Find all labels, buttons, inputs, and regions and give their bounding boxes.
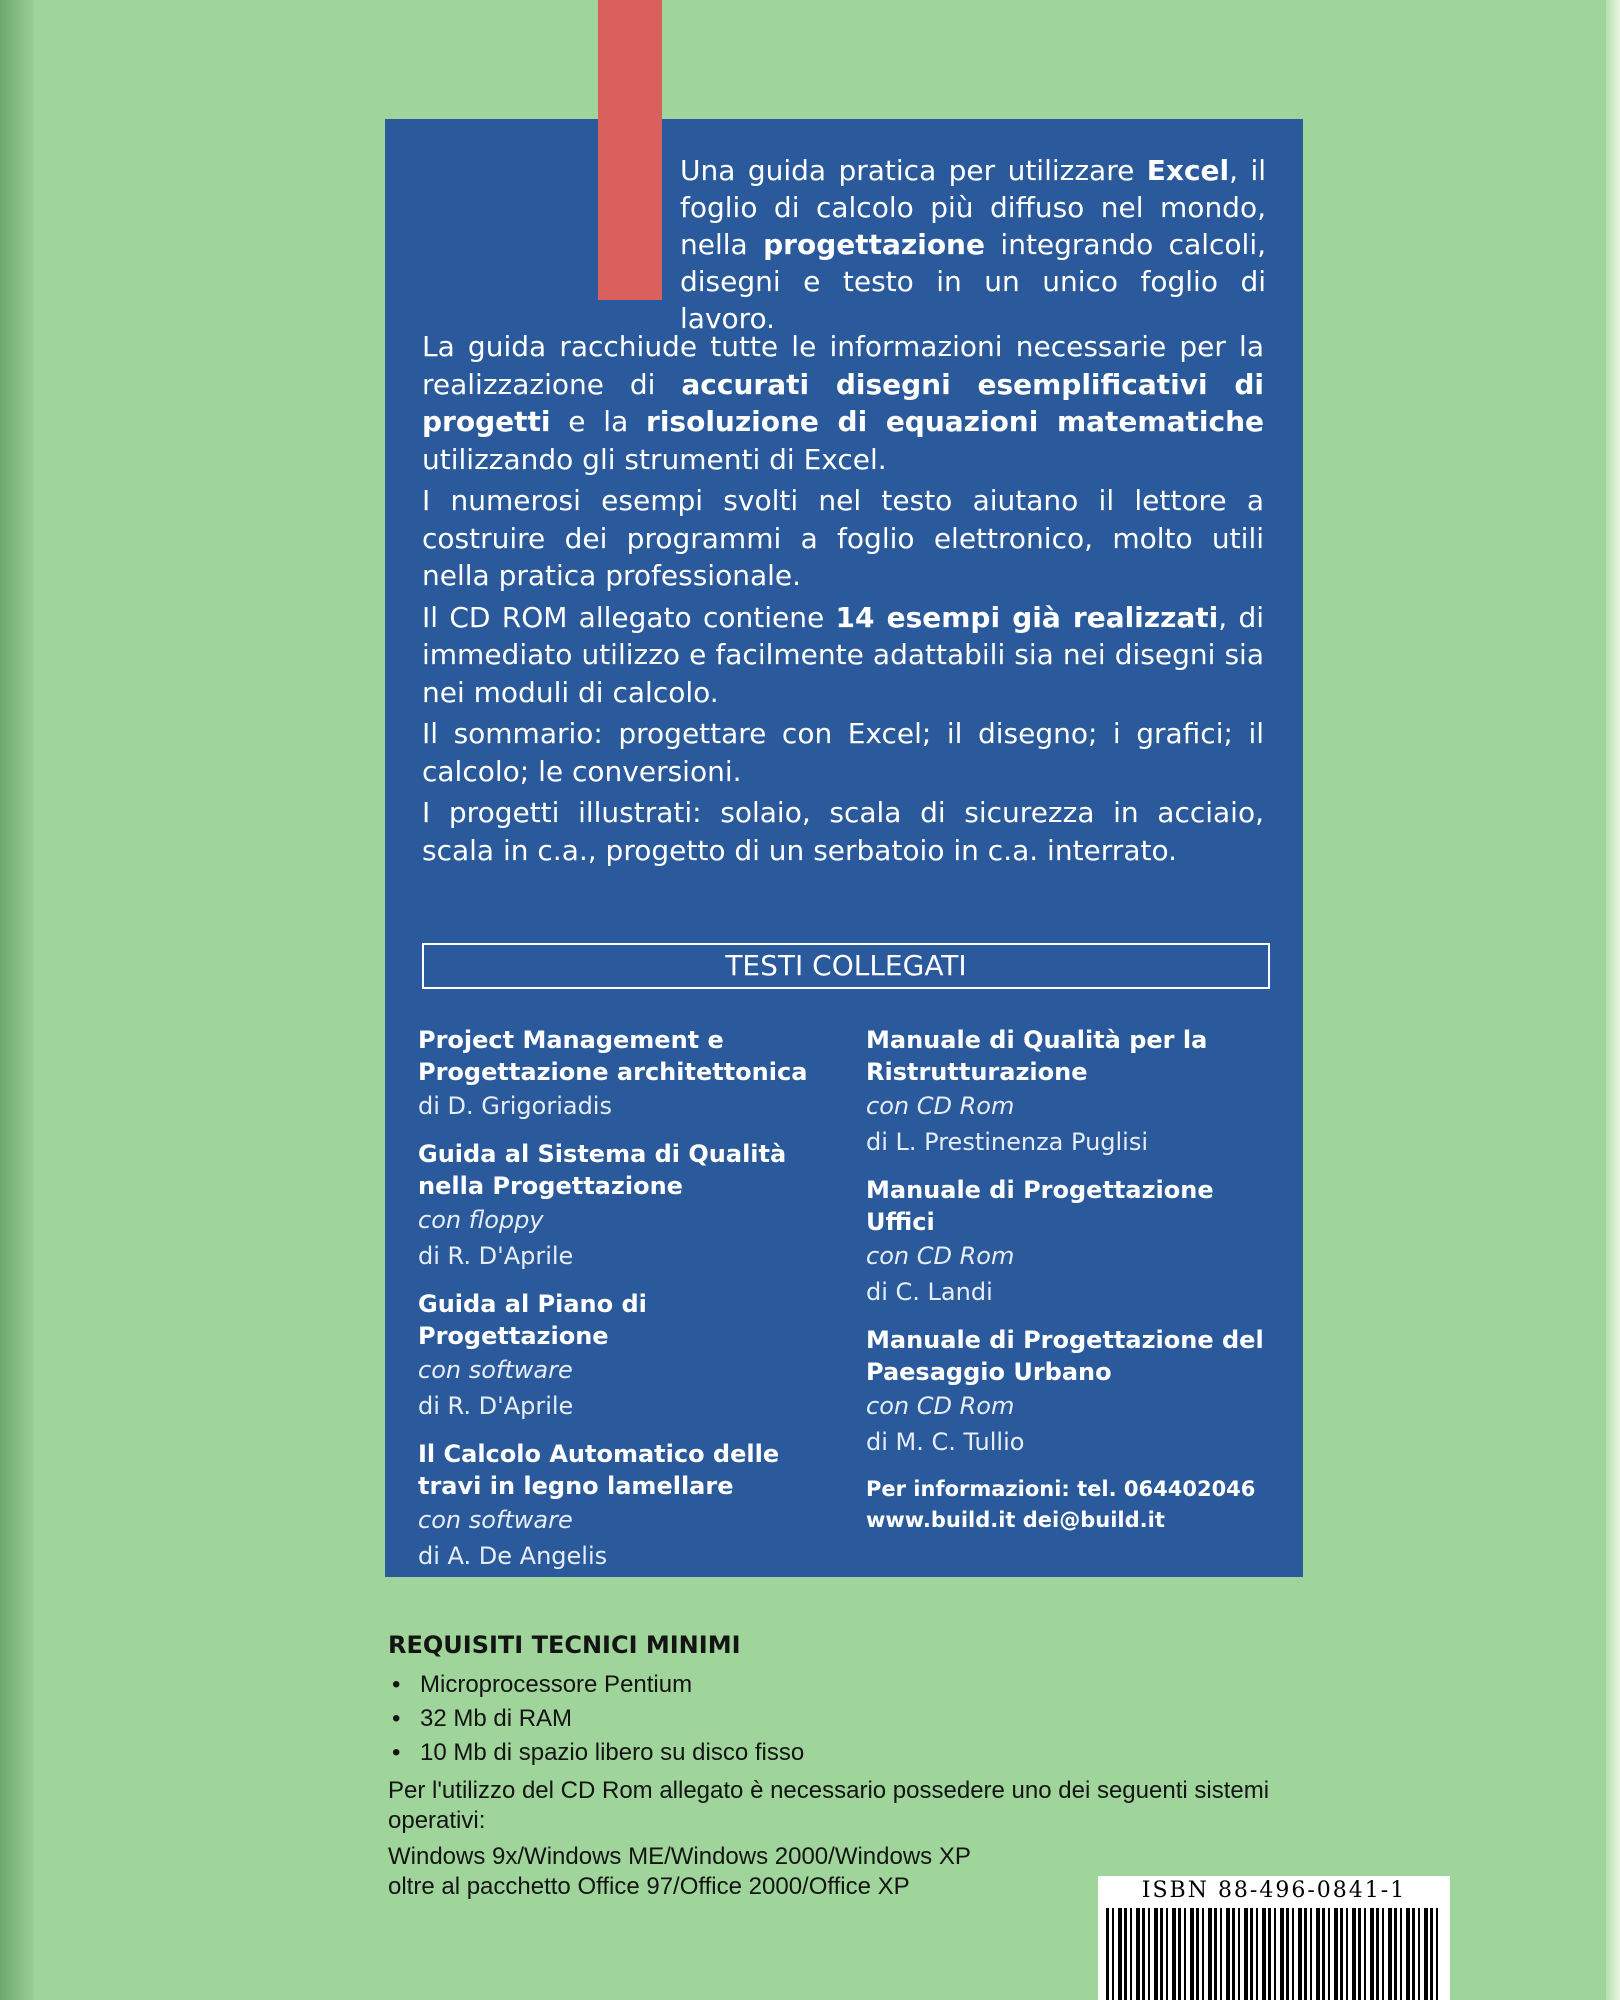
accent-bar [598, 0, 662, 300]
book-author: di A. De Angelis [418, 1542, 608, 1570]
barcode-icon [1106, 1908, 1442, 2000]
paragraph-1: La guida racchiude tutte le informazioni necessarie per la realizzazione di accurati disegni esemplificativi di progetti e la risoluzione di equazioni matematiche utilizzando gli strumenti di Excel. [422, 330, 1265, 476]
paragraph-3: Il CD ROM allegato contiene 14 esempi già realizzati, di immediato utilizzo e facilmente adattabili sia nei disegni sia nei moduli di calcolo. [422, 600, 1264, 709]
requirements-title: REQUISITI TECNICI MINIMI [388, 1631, 741, 1659]
requirements-list [388, 1668, 1288, 1770]
cover-right-edge [1606, 0, 1620, 2000]
technical-requirements [388, 1628, 1288, 1902]
related-book [866, 1024, 1286, 1160]
requirement-item: • 32 Mb di RAM [388, 1702, 1288, 1736]
book-media: con CD Rom [866, 1092, 1015, 1120]
os-line-1: Windows 9x/Windows ME/Windows 2000/Windows XP [388, 1843, 971, 1870]
related-book [418, 1138, 838, 1274]
book-media: con software [418, 1506, 573, 1534]
related-books-heading: TESTI COLLEGATI [422, 943, 1270, 989]
related-books-left [418, 1024, 838, 1588]
contact-web: www.build.it dei@build.it [866, 1508, 1165, 1532]
book-author: di L. Prestinenza Puglisi [866, 1128, 1149, 1156]
related-books-right [866, 1024, 1286, 1536]
related-book [866, 1174, 1286, 1310]
book-author: di D. Grigoriadis [418, 1092, 612, 1120]
intro-text: Una guida pratica per utilizzare Excel, il foglio di calcolo più diffuso nel mondo, nella progettazione integrando calcoli, disegni e testo in un unico foglio di lavoro. [680, 154, 1267, 335]
book-title: Guida al Sistema di Qualità nella Progettazione [418, 1140, 787, 1200]
book-title: Guida al Piano di Progettazione [418, 1290, 647, 1350]
book-title: Il Calcolo Automatico delle travi in legno lamellare [418, 1440, 780, 1500]
related-book [418, 1288, 838, 1424]
book-author: di C. Landi [866, 1278, 993, 1306]
book-title: Manuale di Progettazione Uffici [866, 1176, 1214, 1236]
os-line-2: oltre al pacchetto Office 97/Office 2000/Office XP [388, 1873, 910, 1900]
paragraph-4: Il sommario: progettare con Excel; il disegno; i grafici; il calcolo; le conversioni. [422, 717, 1264, 788]
requirement-item: • 10 Mb di spazio libero su disco fisso [388, 1736, 1288, 1770]
book-author: di R. D'Aprile [418, 1392, 574, 1420]
requirements-note: Per l'utilizzo del CD Rom allegato è necessario possedere uno dei seguenti sistemi operativi: [388, 1777, 1270, 1834]
contact-phone: Per informazioni: tel. 064402046 [866, 1477, 1256, 1501]
cover-spine-edge [0, 0, 34, 2000]
contact-info [866, 1474, 1286, 1536]
related-book [418, 1438, 838, 1574]
book-author: di M. C. Tullio [866, 1428, 1025, 1456]
description-body [422, 328, 1264, 873]
related-book [866, 1324, 1286, 1460]
paragraph-5: I progetti illustrati: solaio, scala di sicurezza in acciaio, scala in c.a., progetto di un serbatoio in c.a. interrato. [422, 796, 1264, 867]
book-title: Project Management e Progettazione architettonica [418, 1026, 808, 1086]
requirement-item: • Microprocessore Pentium [388, 1668, 1288, 1702]
book-title: Manuale di Progettazione del Paesaggio Urbano [866, 1326, 1264, 1386]
isbn-number: ISBN 88-496-0841-1 [1141, 1878, 1407, 1903]
paragraph-2: I numerosi esempi svolti nel testo aiutano il lettore a costruire dei programmi a foglio elettronico, molto utili nella pratica professionale. [422, 484, 1264, 592]
book-title: Manuale di Qualità per la Ristrutturazione [866, 1026, 1208, 1086]
isbn-barcode [1098, 1876, 1450, 2000]
book-media: con software [418, 1356, 573, 1384]
related-book [418, 1024, 838, 1124]
book-media: con CD Rom [866, 1242, 1015, 1270]
book-media: con CD Rom [866, 1392, 1015, 1420]
book-author: di R. D'Aprile [418, 1242, 574, 1270]
book-media: con floppy [418, 1206, 544, 1234]
